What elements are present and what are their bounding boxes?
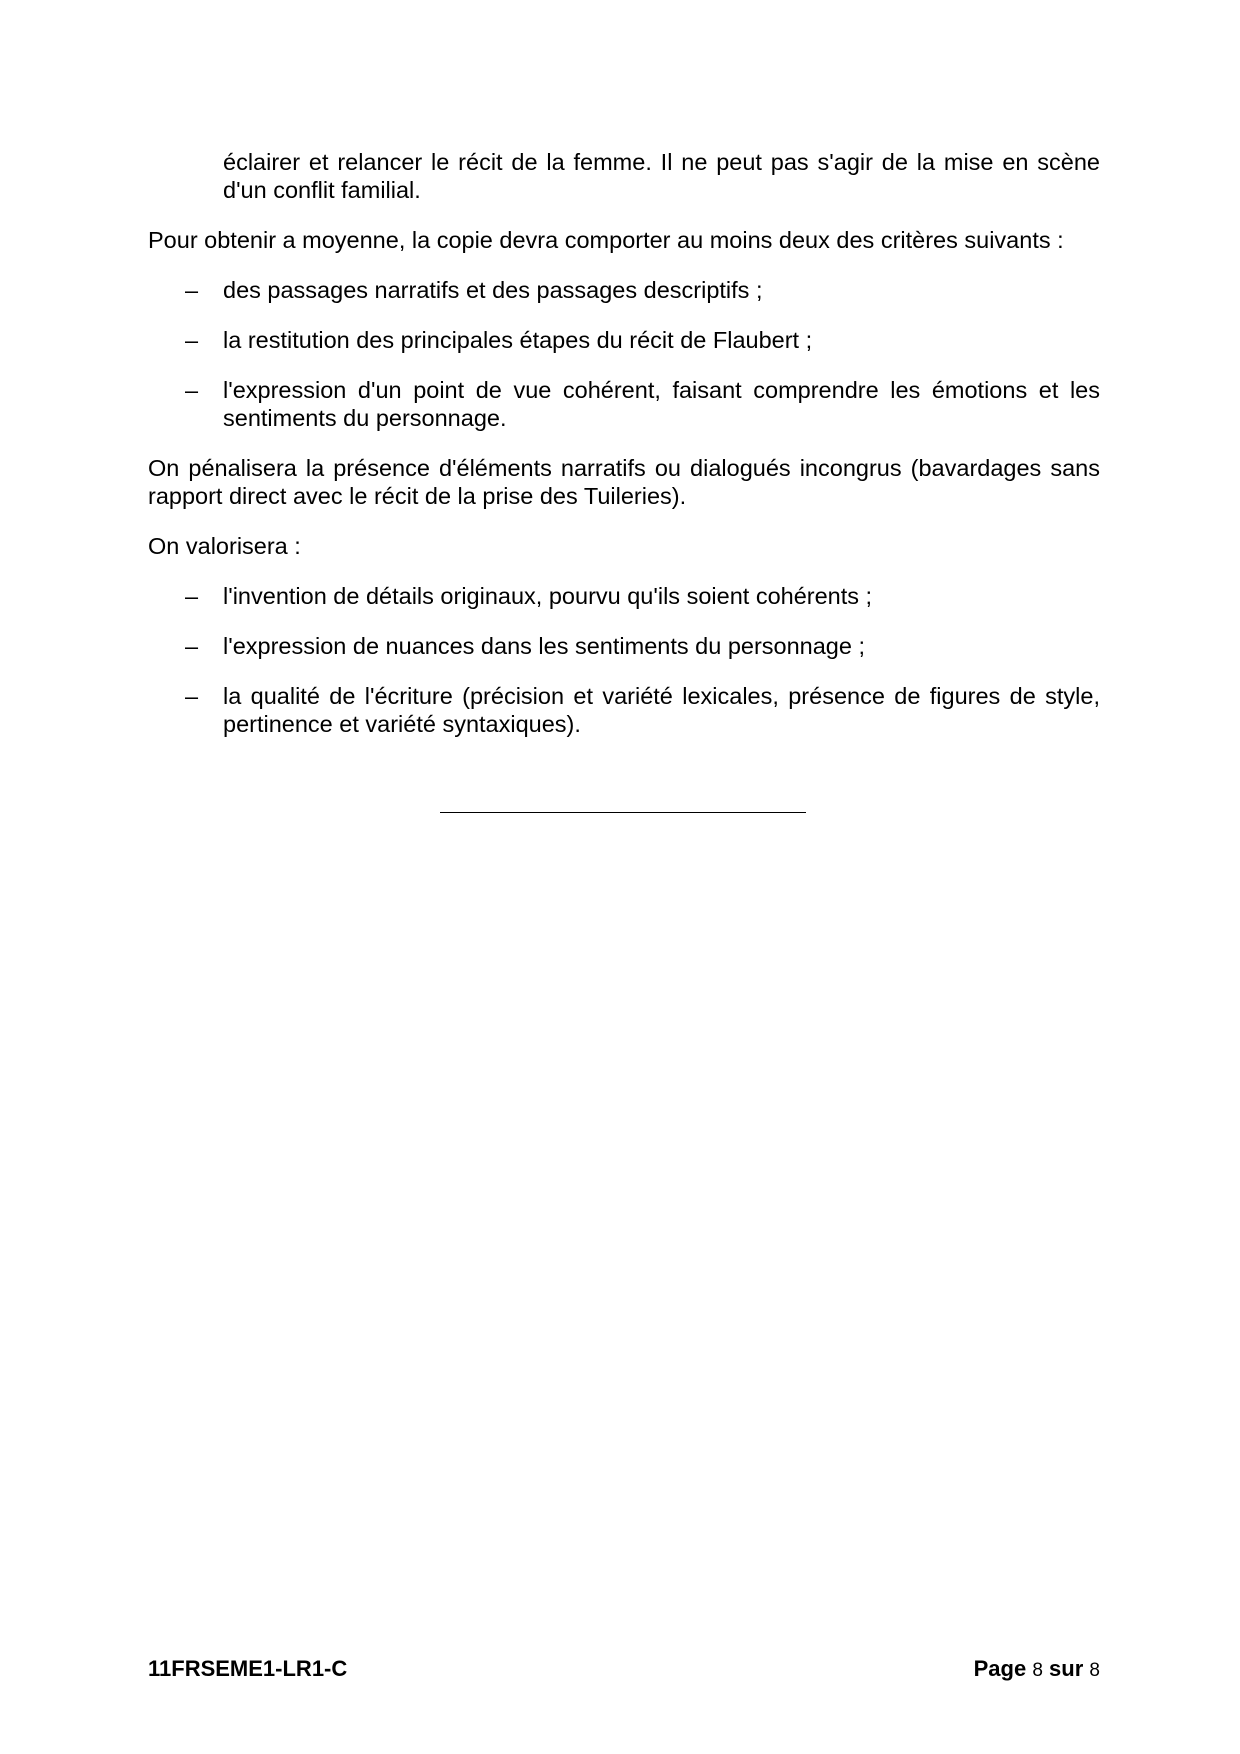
footer-page-number	[974, 1655, 1100, 1685]
list-item	[148, 326, 1100, 354]
bonus-text: la qualité de l'écriture (précision et variété lexicales, présence de figures de style, pertinence et variété syntaxiques).	[223, 683, 1100, 737]
dash-bullet: –	[185, 683, 199, 709]
footer-document-code: 11FRSEME1-LR1-C	[148, 1656, 348, 1681]
dash-bullet: –	[185, 377, 199, 403]
bonus-text: l'expression de nuances dans les sentiments du personnage ;	[223, 633, 866, 659]
dash-bullet: –	[185, 583, 199, 609]
list-item	[148, 682, 1100, 738]
criteria-list	[148, 276, 1100, 432]
intro-continuation: éclairer et relancer le récit de la femme. Il ne peut pas s'agir de la mise en scène d'un conflit familial.	[223, 149, 1100, 203]
dash-bullet: –	[185, 633, 199, 659]
dash-bullet: –	[185, 277, 199, 303]
page-total: 8	[1089, 1660, 1100, 1681]
criteria-text: l'expression d'un point de vue cohérent, faisant comprendre les émotions et les sentiments du personnage.	[223, 377, 1100, 431]
bonus-text: l'invention de détails originaux, pourvu qu'ils soient cohérents ;	[223, 583, 873, 609]
page-label: Page	[973, 1656, 1027, 1681]
bonus-intro: On valorisera :	[148, 533, 301, 559]
criteria-text: la restitution des principales étapes du récit de Flaubert ;	[223, 327, 813, 353]
list-item	[148, 582, 1100, 610]
page-separator: sur	[1049, 1656, 1084, 1681]
criteria-intro: Pour obtenir a moyenne, la copie devra comporter au moins deux des critères suivants :	[148, 227, 1064, 253]
document-body	[148, 148, 1100, 760]
list-item	[148, 276, 1100, 304]
dash-bullet: –	[185, 327, 199, 353]
list-item	[148, 632, 1100, 660]
penalty-paragraph: On pénalisera la présence d'éléments narratifs ou dialogués incongrus (bavardages sans rapport direct avec le récit de la prise des Tuileries).	[148, 455, 1100, 509]
bonus-list	[148, 582, 1100, 738]
page-current: 8	[1032, 1660, 1043, 1681]
end-separator-line	[440, 812, 806, 813]
criteria-text: des passages narratifs et des passages descriptifs ;	[223, 277, 763, 303]
list-item	[148, 376, 1100, 432]
